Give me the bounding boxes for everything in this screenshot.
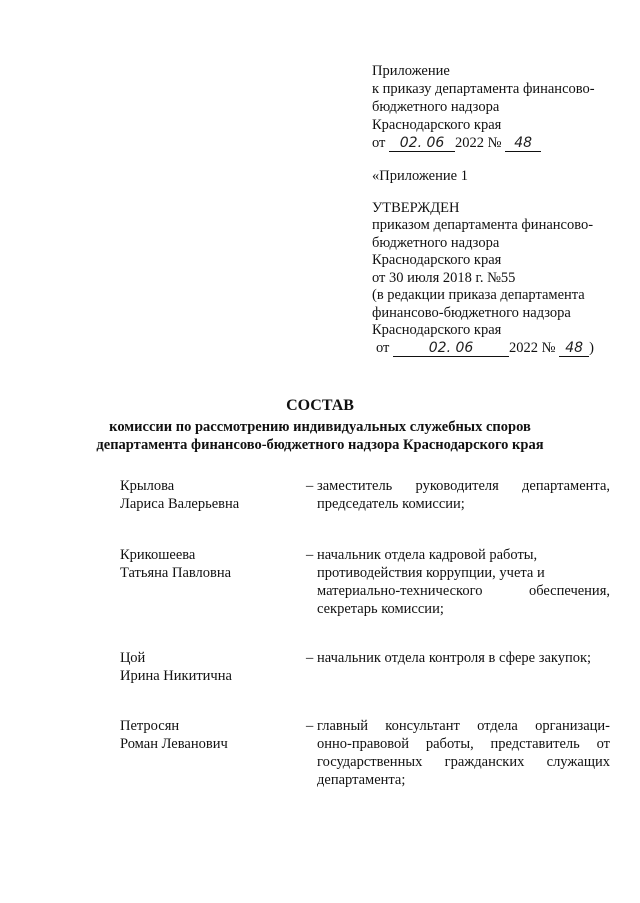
member-role-line: секретарь комиссии; — [317, 601, 444, 617]
heading-title: СОСТАВ — [286, 397, 354, 414]
member-role-line: председатель комиссии; — [317, 496, 465, 512]
appendix-date-line — [372, 134, 634, 152]
member-surname: Крикошеева — [120, 547, 196, 563]
appendix-title: Приложение — [372, 63, 450, 79]
member-role-line: материально-технического обеспечения, — [317, 583, 610, 599]
appendix-number-handwritten: 48 — [505, 136, 541, 152]
approval-title: УТВЕРЖДЕН — [372, 199, 460, 216]
approval-number-handwritten: 48 — [559, 341, 589, 357]
member-role-line: государственных гражданских служащих — [317, 754, 610, 770]
member-name — [120, 546, 290, 582]
appendix-year-number: 2022 № — [455, 135, 502, 151]
member-given-names: Роман Леванович — [120, 736, 228, 752]
member-dash: – — [306, 478, 314, 494]
approval-date-line — [372, 340, 634, 358]
member-dash: – — [306, 547, 314, 563]
member-role-line: начальник отдела кадровой работы, — [317, 547, 538, 563]
member-surname: Петросян — [120, 718, 180, 734]
appendix-block — [372, 62, 634, 152]
appendix-order-line: к приказу департамента финансово- — [372, 81, 595, 97]
member-given-names: Татьяна Павловна — [120, 565, 232, 581]
member-name — [120, 717, 290, 753]
approval-close-paren: ) — [589, 339, 594, 356]
approval-line-2: бюджетного надзора — [372, 234, 500, 251]
member-role-line: главный консультант отдела организаци- — [317, 718, 610, 734]
member-role-line: заместитель руководителя департамента, — [317, 478, 610, 494]
member-surname: Крылова — [120, 478, 175, 494]
appendix-date-handwritten: 02. 06 — [389, 136, 455, 152]
member-role-line: департамента; — [317, 772, 406, 788]
approval-block — [372, 168, 634, 357]
member-role-line: онно-правовой работы, представитель от — [317, 736, 610, 752]
member-role-line: противодействия коррупции, учета и — [317, 565, 545, 581]
composition-heading — [0, 396, 640, 454]
member-role — [317, 546, 610, 618]
appendix-from-label: от — [372, 135, 386, 151]
appendix-region-line: Краснодарского края — [372, 117, 502, 133]
heading-subtitle-1: комиссии по рассмотрению индивидуальных служебных споров — [109, 419, 531, 435]
approval-appendix-label: «Приложение 1 — [372, 168, 468, 184]
approval-line-4: от 30 июля 2018 г. №55 — [372, 269, 516, 286]
member-name — [120, 477, 290, 513]
member-role — [317, 477, 610, 513]
member-given-names: Лариса Валерьевна — [120, 496, 240, 512]
member-surname: Цой — [120, 650, 146, 666]
approval-line-7: Краснодарского края — [372, 322, 502, 338]
approval-date-handwritten: 02. 06 — [393, 341, 509, 357]
approval-line-5: (в редакции приказа департамента — [372, 287, 585, 303]
member-dash: – — [306, 650, 314, 666]
member-dash: – — [306, 718, 314, 734]
member-given-names: Ирина Никитична — [120, 668, 232, 684]
approval-year-number: 2022 № — [509, 339, 556, 356]
heading-subtitle-2: департамента финансово-бюджетного надзора Краснодарского края — [96, 437, 544, 453]
member-name — [120, 649, 290, 685]
approval-line-1: приказом департамента финансово- — [372, 217, 594, 233]
member-role — [317, 717, 610, 789]
member-role — [317, 649, 610, 667]
appendix-department-line: бюджетного надзора — [372, 99, 500, 115]
member-role-line: начальник отдела контроля в сфере закупок; — [317, 650, 592, 666]
approval-line-3: Краснодарского края — [372, 252, 502, 268]
approval-from-label: от — [376, 339, 390, 356]
approval-line-6: финансово-бюджетного надзора — [372, 304, 571, 321]
